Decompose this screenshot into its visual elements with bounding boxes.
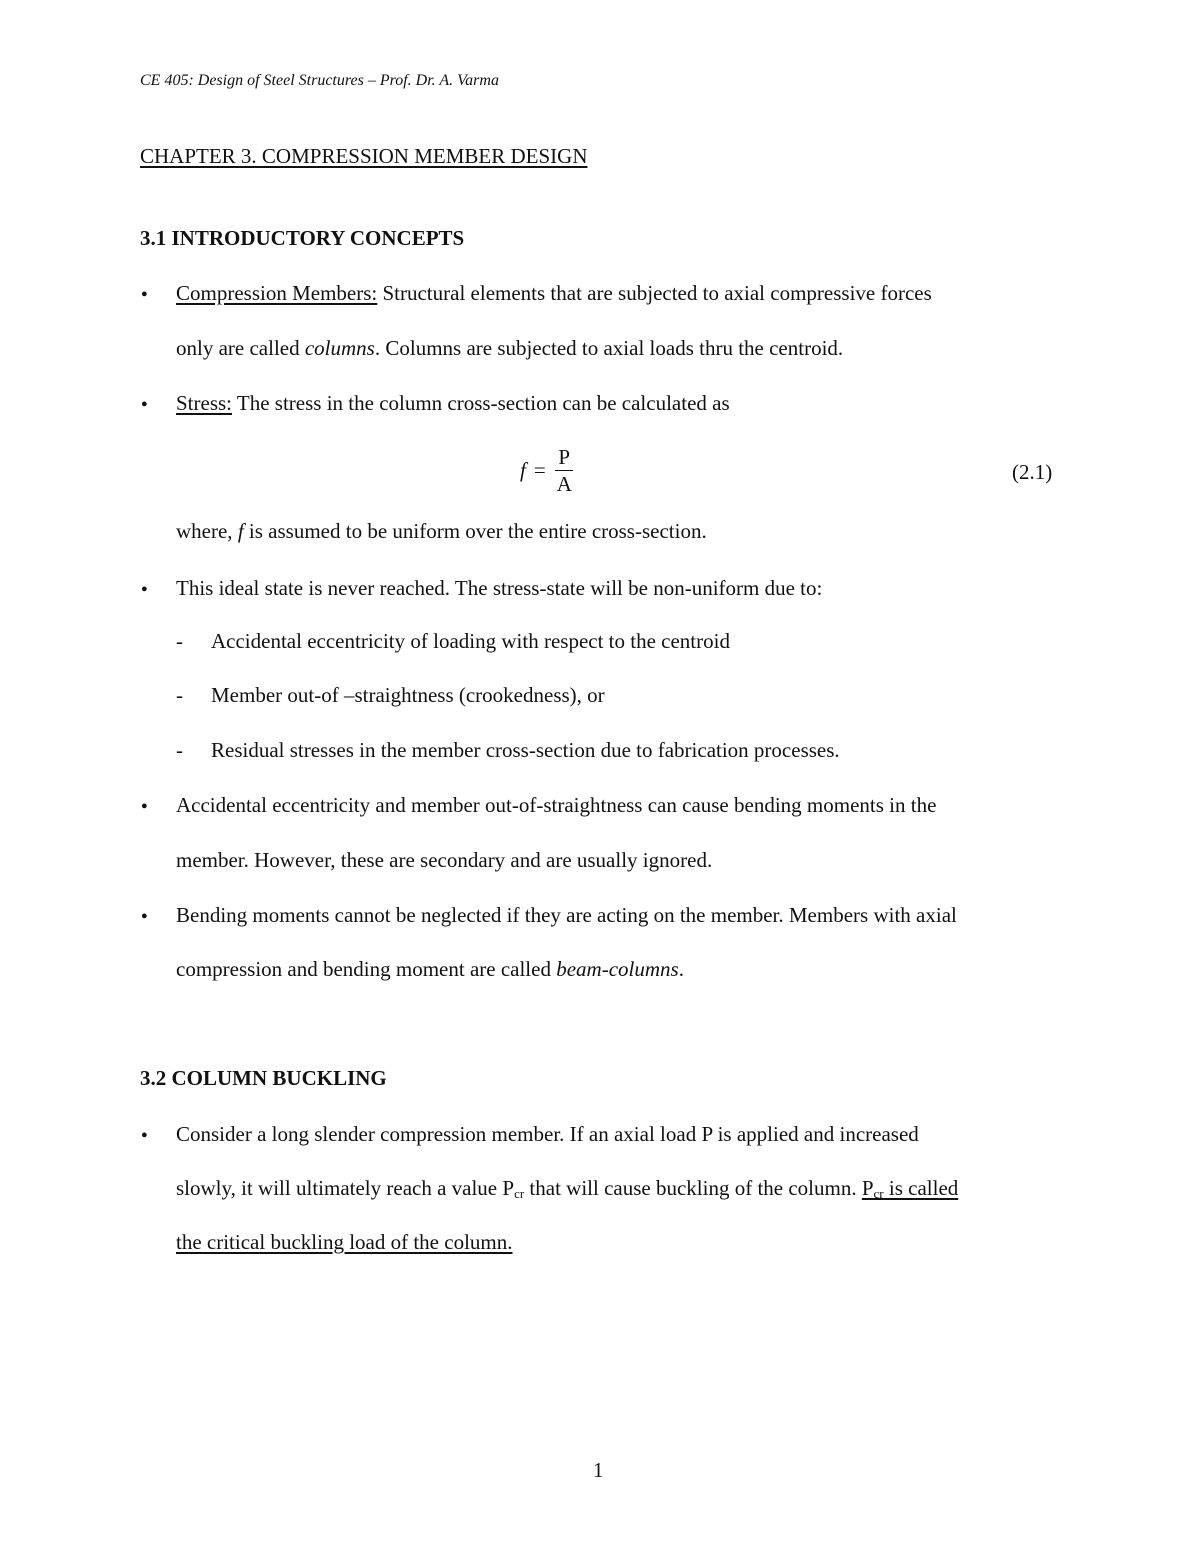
equation-equals: = [533,458,546,483]
bullet-bending-line2 [176,957,684,982]
term-compression-members: Compression Members: [176,281,378,305]
text-span: that will cause buckling of the column. [524,1176,862,1200]
subitem-out-of-straightness: Member out-of –straightness (crookedness), or [211,683,605,707]
bullet-compression-members-line2 [176,336,843,361]
section-heading-3-1: 3.1 INTRODUCTORY CONCEPTS [140,226,465,250]
section-heading-3-2: 3.2 COLUMN BUCKLING [140,1066,387,1090]
bullet-stress-line [176,391,730,416]
equation-stress [520,446,575,495]
dash-marker: - [176,683,183,707]
equation-fraction [554,446,575,495]
critical-load-definition-end: the critical buckling load of the column. [176,1230,513,1254]
text-span: . Columns are subjected to axial loads thru the centroid. [374,336,844,360]
term-stress: Stress: [176,391,233,415]
equation-denominator: A [556,472,572,497]
bullet-icon: ● [141,800,148,812]
text-span: where, [176,519,238,543]
bullet-text: The stress in the column cross-section can be calculated as [232,391,730,415]
critical-load-definition [862,1176,958,1200]
text-span: is called [883,1176,959,1200]
page-number: 1 [593,1458,604,1482]
dash-marker: - [176,738,183,762]
text-span: is assumed to be uniform over the entire cross-section. [243,519,707,543]
symbol-f: f [237,519,244,543]
equation-numerator: P [555,446,573,471]
text-span: only are called [176,336,305,360]
equation-number: (2.1) [1012,460,1053,484]
bullet-bending-line1: Bending moments cannot be neglected if they are acting on the member. Members with axial [176,903,957,927]
subitem-residual-stresses: Residual stresses in the member cross-section due to fabrication processes. [211,738,840,762]
bullet-compression-members-line1 [176,281,932,306]
text-span: . [678,957,684,981]
subscript-cr: cr [873,1186,884,1201]
subscript-cr: cr [514,1186,525,1201]
dash-marker: - [176,629,183,653]
bullet-eccentricity-line2: member. However, these are secondary and are usually ignored. [176,848,713,872]
text-span: compression and bending moment are called [176,957,557,981]
bullet-icon: ● [141,910,148,922]
equation-lhs: f [520,458,526,483]
subitem-eccentricity: Accidental eccentricity of loading with respect to the centroid [211,629,730,653]
bullet-text: Structural elements that are subjected to axial compressive forces [377,281,932,305]
term-beam-columns: beam-columns [556,957,679,981]
text-span: slowly, it will ultimately reach a value P [176,1176,515,1200]
bullet-buckling-line1: Consider a long slender compression member. If an axial load P is applied and increased [176,1122,919,1146]
symbol-p: P [861,1176,874,1200]
term-columns: columns [304,336,375,360]
bullet-icon: ● [141,398,148,410]
bullet-icon: ● [141,583,148,595]
chapter-title: CHAPTER 3. COMPRESSION MEMBER DESIGN [140,144,588,168]
where-line [176,519,707,544]
bullet-icon: ● [141,1129,148,1141]
bullet-icon: ● [141,288,148,300]
running-header: CE 405: Design of Steel Structures – Prof. Dr. A. Varma [140,72,499,89]
bullet-ideal-state: This ideal state is never reached. The stress-state will be non-uniform due to: [176,576,823,600]
bullet-buckling-line2 [176,1176,958,1201]
bullet-buckling-line3 [176,1230,512,1255]
bullet-eccentricity-line1: Accidental eccentricity and member out-of-straightness can cause bending moments in the [176,793,937,817]
